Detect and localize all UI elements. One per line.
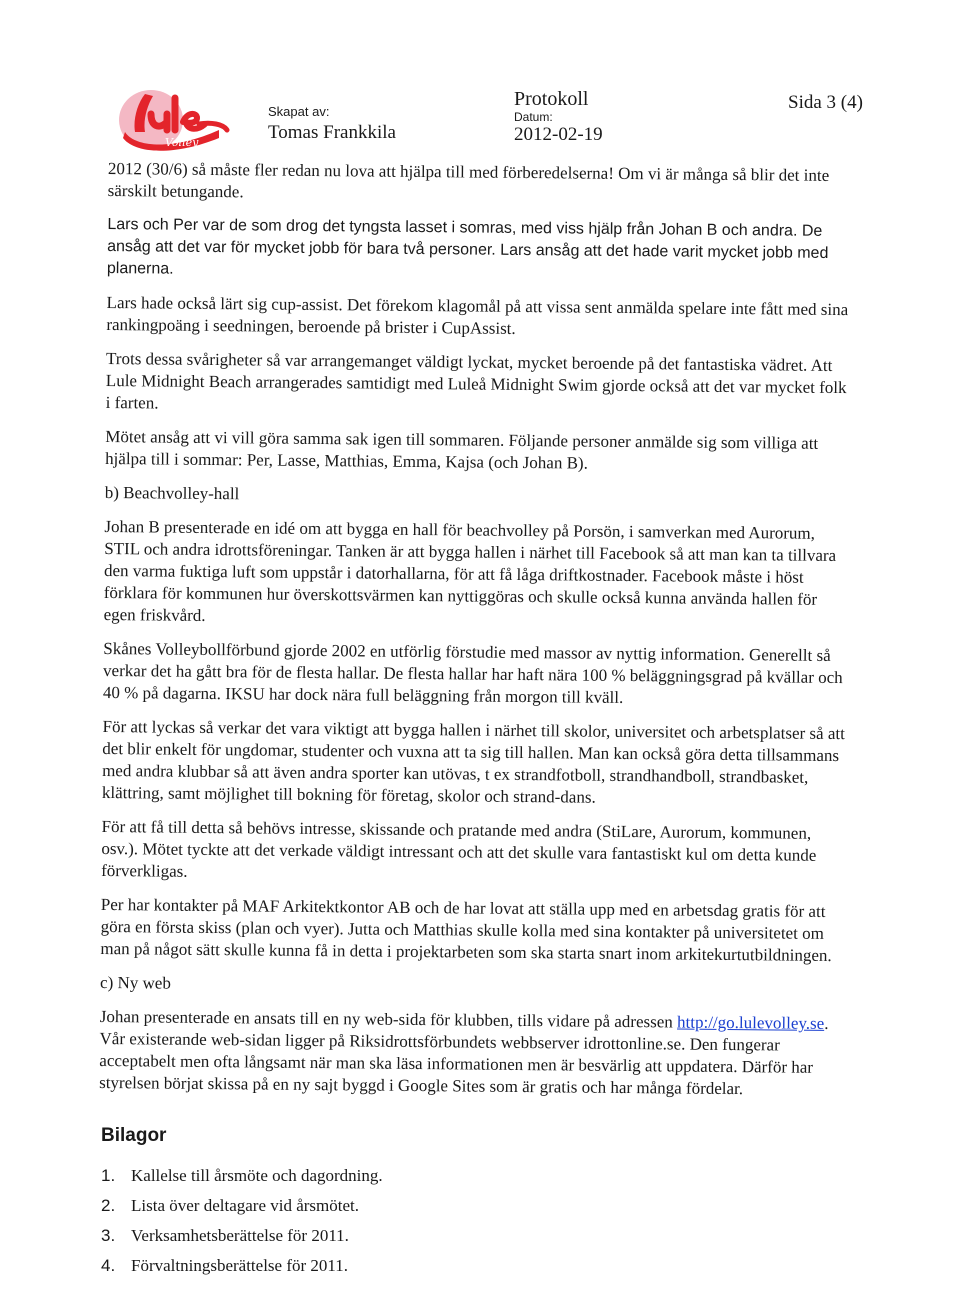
attachments-list	[101, 1161, 701, 1281]
list-item-text: Förvaltningsberättelse för 2011.	[131, 1256, 349, 1275]
paragraph-text-start: Johan presenterade en ansats till en ny web-sida för klubben, tills vidare på adressen	[99, 1006, 678, 1032]
attachments-title: Bilagor	[101, 1125, 167, 1146]
paragraph: 2012 (30/6) så måste fler redan nu lova att hjälpa till med förberedelserna! Om vi är många så blir det inte särskilt betungande.	[107, 158, 830, 202]
paragraph: Mötet ansåg att vi vill göra samma sak igen till sommaren. Följande personer anmälde sig som villiga att hjälpa till i sommar: Per, Lasse, Matthias, Emma, Kajsa (och Johan B).	[105, 426, 819, 473]
list-item	[101, 1191, 701, 1221]
paragraph: Trots dessa svårigheter så var arrangemanget väldigt lyckat, mycket beroende på det fantastiska vädret. Att Lule Midnight Beach arrangerades samtidigt med Luleå Midnight Swim gjorde också att det var mycket folk i farten.	[105, 348, 847, 413]
paragraph: För att lyckas så verkar det vara viktigt att bygga hallen i närhet till skolor, universitet och arbetsplatser så att det blir enkelt för ungdomar, studenter och vuxna att ta sig till hallen. Man kan också göra detta tillsammans med andra klubbar så att även andra sporter kan utövas, t ex strandfotboll, strandhandboll, strandbasket, klättring, samt möjlighet till bokning för företag, skolor och strand-dans.	[101, 716, 845, 807]
list-item-text: Verksamhetsberättelse för 2011.	[131, 1226, 349, 1245]
document-type: Protokoll	[514, 88, 589, 110]
list-item	[101, 1221, 701, 1251]
list-item-number: 4.	[101, 1256, 116, 1275]
new-website-link[interactable]: http://go.lulevolley.se	[677, 1012, 825, 1033]
paragraph: Lars och Per var de som drog det tyngsta lasset i somras, med viss hjälp från Johan B och andra. De ansåg att det var för mycket jobb för bara två personer. Lars ansåg att det hade varit mycket jobb med planerna.	[106, 215, 829, 278]
paragraph: Skånes Volleybollförbund gjorde 2002 en utförlig förstudie med massor av nyttig information. Generellt så verkar det ha gått bra för de flesta hallar. De flesta hallar har haft nära 100 % beläggningsgrad på kvällar och 40 % på dagarna. IKSU har dock nära full beläggning från morgon till kväll.	[102, 638, 843, 707]
list-item-text: Kallelse till årsmöte och dagordning.	[131, 1166, 383, 1185]
list-item	[101, 1251, 701, 1281]
attachments-section	[101, 1125, 701, 1281]
lule-volley-logo-graphic	[115, 84, 230, 154]
paragraph: För att få till detta så behövs intresse, skissande och pratande med andra (StiLare, Aurorum, kommunen, osv.). Mötet tyckte att det verkade väldigt intressant och att det skulle vara fantastiskt kul om detta kunde förverkligas.	[101, 816, 817, 881]
paragraph: Per har kontakter på MAF Arkitektkontor AB och de har lovat att ställa upp med en arbetsdag gratis för att göra en första skiss (plan och vyer). Jutta och Matthias skulle kolla med sina kontakter på universitetet om man på något sätt skulle kunna få in detta i projektarbeten som ska starta snart inom arkitekurtutbildningen.	[100, 894, 832, 965]
paragraph-text-end: . Vår existerande web-sidan ligger på Riksidrottsförbundets webbserver idrottonline.se. Den fungerar acceptabelt men ofta långsamt när man ska läsa informationen men är besvärlig att uppdatera. Därför har styrelsen börjat skissa på en ny sajt byggd i Google Sites som är gratis och har många fördelar.	[99, 1013, 829, 1099]
paragraph	[99, 1006, 845, 1101]
page-number: Sida 3 (4)	[788, 92, 863, 113]
list-item-text: Lista över deltagare vid årsmötet.	[131, 1196, 359, 1215]
created-by-label: Skapat av:	[268, 104, 330, 119]
date-value: 2012-02-19	[514, 124, 603, 145]
list-item-number: 2.	[101, 1196, 116, 1215]
list-item-number: 3.	[101, 1226, 116, 1245]
list-item	[101, 1161, 701, 1191]
paragraph: Lars hade också lärt sig cup-assist. Det förekom klagomål på att vissa sent anmälda spelare inte fått med sina rankingpoäng i seedningen, beroende på brister i CupAssist.	[106, 292, 849, 338]
protocol-body	[99, 158, 853, 1113]
paragraph: Johan B presenterade en idé om att bygga en hall för beachvolley på Porsön, i samverkan med Aurorum, STIL och andra idrottsföreningar. Tanken är att bygga hallen i närhet till Facebook så att man kan ta tillvara den varma fuktiga luft som uppstår i datorhallarna, för att få låga driftkostnader. Facebook måste i höst förklara för kommunen hur överskottsvärmen kan nyttiggöras och skulle också kunna använda hallen för egen friskvård.	[103, 516, 837, 625]
section-heading-b: b) Beachvolley-hall	[104, 482, 240, 504]
lule-volley-logo	[115, 84, 230, 154]
list-item-number: 1.	[101, 1166, 116, 1185]
logo-volley-word: Volley	[165, 136, 199, 149]
created-by-name: Tomas Frankkila	[268, 122, 396, 143]
page-header	[0, 0, 960, 150]
date-label: Datum:	[514, 110, 553, 124]
section-heading-c: c) Ny web	[99, 972, 171, 993]
